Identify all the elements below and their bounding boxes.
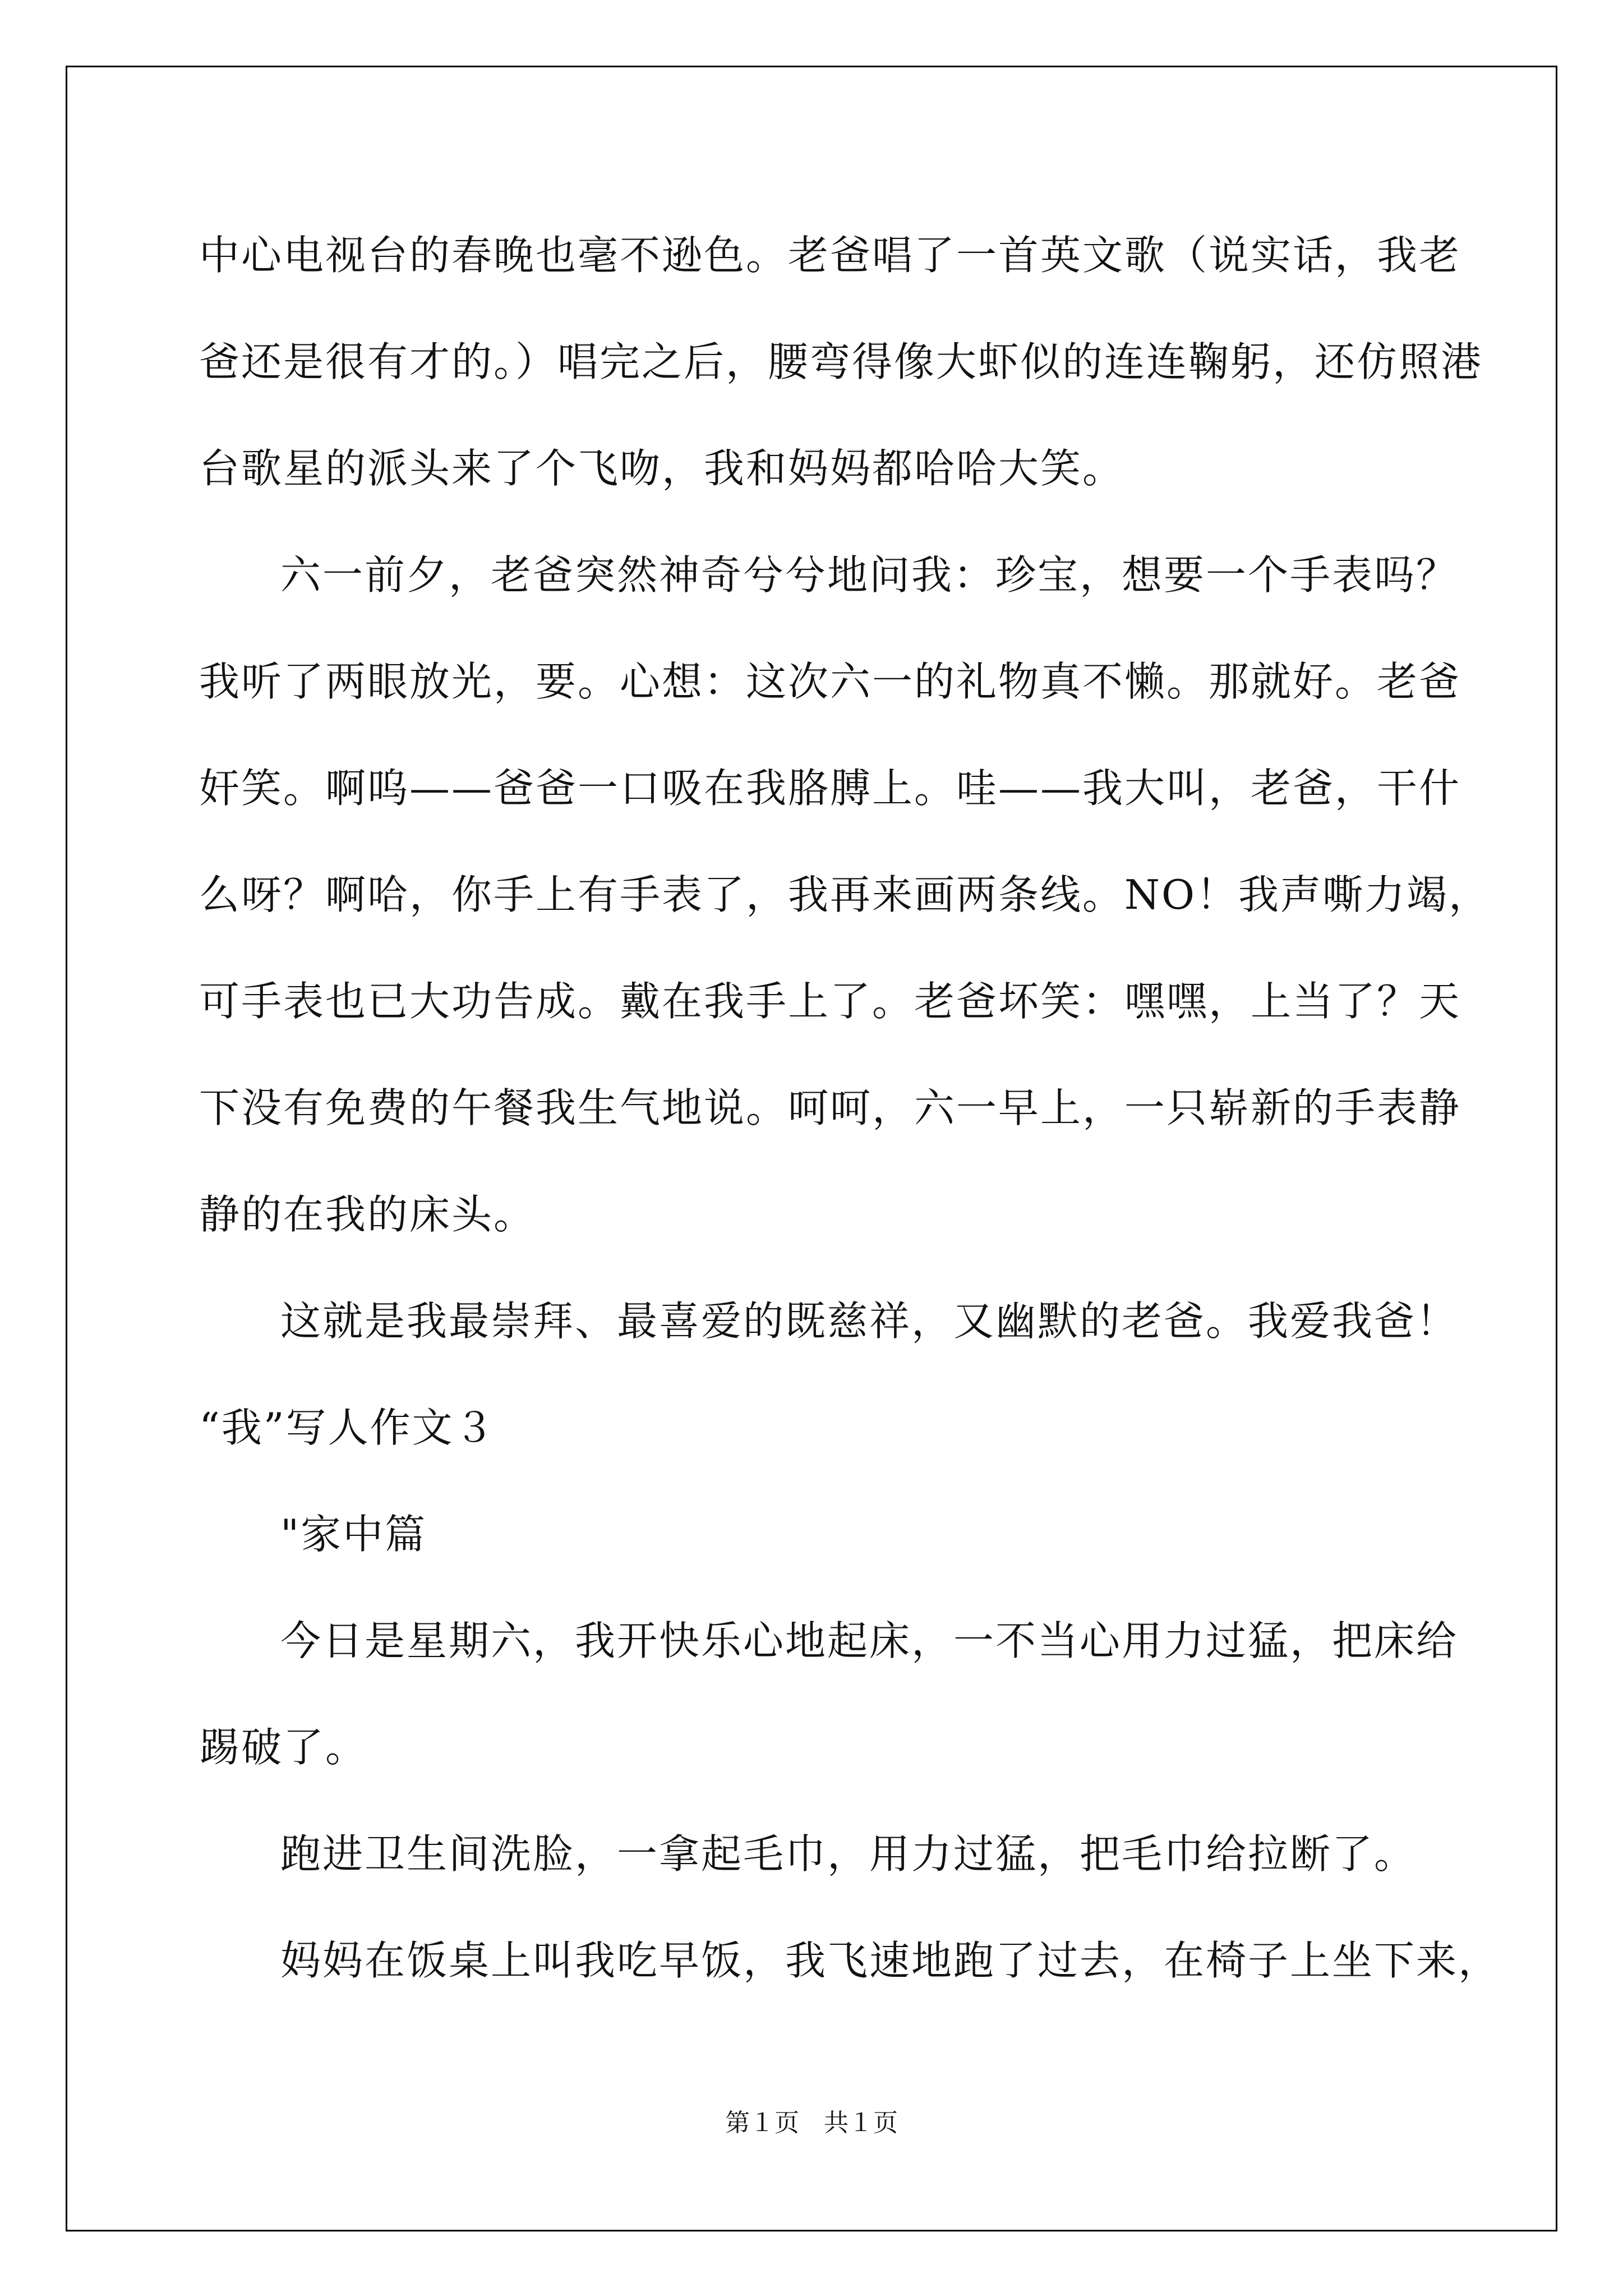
paragraph-start-line: 六一前夕，老爸突然神奇兮兮地问我：珍宝，想要一个手表吗？ bbox=[280, 551, 1459, 599]
paragraph-start-line: 跑进卫生间洗脸，一拿起毛巾，用力过猛，把毛巾给拉断了。 bbox=[280, 1830, 1417, 1878]
text-line: 我听了两眼放光，要。心想：这次六一的礼物真不懒。那就好。老爸 bbox=[199, 658, 1461, 705]
paragraph-start-line: 这就是我最崇拜、最喜爱的既慈祥，又幽默的老爸。我爱我爸！ bbox=[280, 1297, 1459, 1345]
text-line: 台歌星的派头来了个飞吻，我和妈妈都哈哈大笑。 bbox=[199, 445, 1125, 492]
document-body bbox=[199, 213, 1501, 2025]
page-footer: 第１页 共１页 bbox=[725, 2109, 898, 2137]
text-line: 奸笑。啊呜——爸爸一口吸在我胳膊上。哇——我大叫，老爸，干什 bbox=[199, 765, 1461, 812]
text-line: 下没有免费的午餐我生气地说。呵呵，六一早上，一只崭新的手表静 bbox=[199, 1084, 1461, 1131]
paragraph-start-line: 今日是星期六，我开快乐心地起床，一不当心用力过猛，把床给 bbox=[280, 1617, 1459, 1664]
text-line: 静的在我的床头。 bbox=[199, 1191, 536, 1238]
text-line: 中心电视台的春晚也毫不逊色。老爸唱了一首英文歌（说实话，我老 bbox=[199, 232, 1461, 279]
text-line: 么呀？啊哈，你手上有手表了，我再来画两条线。NO！我声嘶力竭， bbox=[199, 871, 1491, 918]
text-line: 爸还是很有才的。）唱完之后，腰弯得像大虾似的连连鞠躬，还仿照港 bbox=[199, 338, 1483, 385]
section-title: “我”写人作文３ bbox=[199, 1404, 496, 1451]
text-line: 可手表也已大功告成。戴在我手上了。老爸坏笑：嘿嘿，上当了？天 bbox=[199, 978, 1461, 1025]
section-subtitle: "家中篇 bbox=[280, 1511, 427, 1558]
paragraph-start-line: 妈妈在饭桌上叫我吃早饭，我飞速地跑了过去，在椅子上坐下来， bbox=[280, 1937, 1501, 1984]
text-line: 踢破了。 bbox=[199, 1724, 368, 1771]
